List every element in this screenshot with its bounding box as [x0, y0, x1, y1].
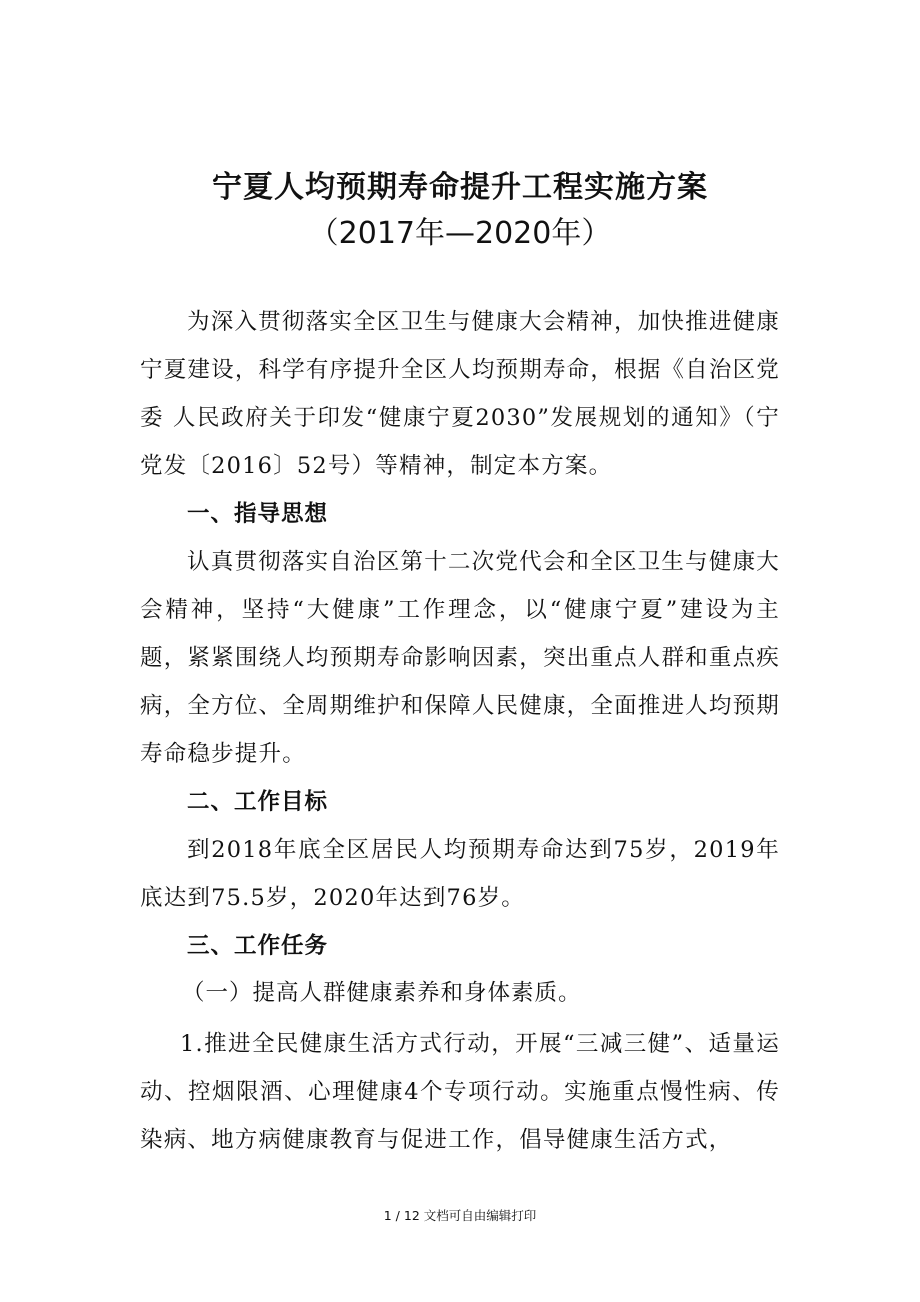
page-footer: 1 / 12 文档可自由编辑打印 — [383, 1208, 537, 1223]
section-heading-guiding-ideology: 一、指导思想 — [187, 501, 329, 527]
item-body-healthy-lifestyle: 1.推进全民健康生活方式行动，开展“三减三健”、适量运动、控烟限酒、心理健康4个专项行动。实施重点慢性病、传染病、地方病健康教育与促进工作，倡导健康生活方式， — [140, 1031, 780, 1153]
section-heading-work-tasks: 三、工作任务 — [187, 933, 329, 959]
section-body-guiding-ideology: 认真贯彻落实自治区第十二次党代会和全区卫生与健康大会精神，坚持“大健康”工作理念，以“健康宁夏”建设为主题，紧紧围绕人均预期寿命影响因素，突出重点人群和重点疾病，全方位、全周期维护和保障人民健康，全面推进人均预期寿命稳步提升。 — [140, 549, 780, 767]
intro-paragraph: 为深入贯彻落实全区卫生与健康大会精神，加快推进健康宁夏建设，科学有序提升全区人均预期寿命，根据《自治区党委 人民政府关于印发“健康宁夏2030”发展规划的通知》（宁党发〔2016〕52号）等精神，制定本方案。 — [140, 309, 780, 479]
document-title: 宁夏人均预期寿命提升工程实施方案 — [212, 170, 708, 205]
section-body-work-goals: 到2018年底全区居民人均预期寿命达到75岁，2019年底达到75.5岁，2020年达到76岁。 — [140, 837, 780, 911]
section-heading-work-goals: 二、工作目标 — [187, 789, 329, 815]
subsection-heading-health-literacy: （一）提高人群健康素养和身体素质。 — [182, 980, 582, 1006]
document-subtitle-years: （2017年—2020年） — [308, 216, 612, 251]
